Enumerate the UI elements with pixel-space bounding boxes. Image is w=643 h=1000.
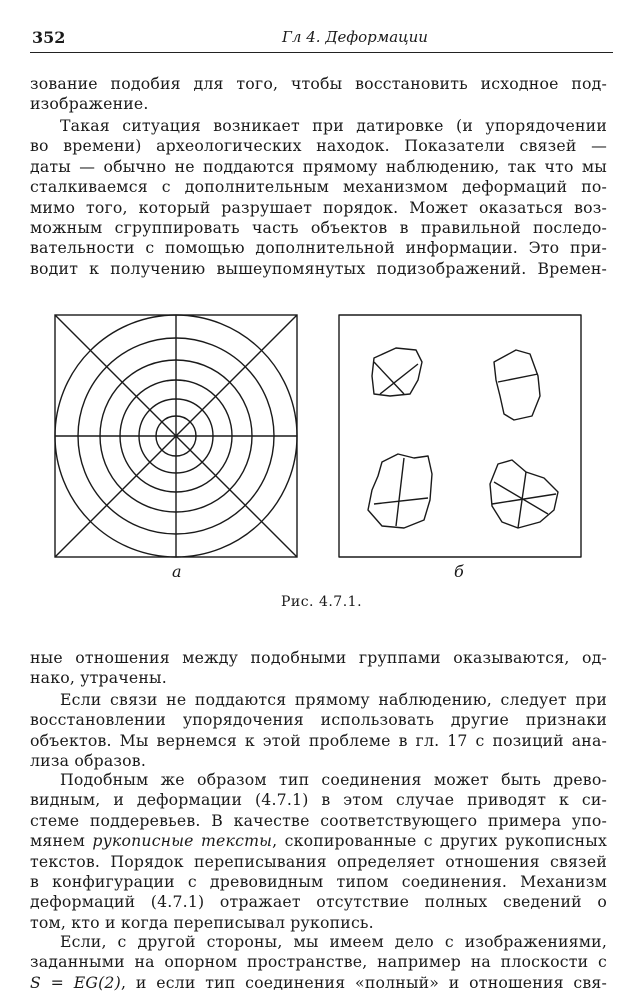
figure-a-label: а [172, 562, 182, 581]
text-line: Такая ситуация возникает при датировке (и упорядочении [60, 116, 607, 135]
figure-caption: Рис. 4.7.1. [280, 594, 363, 610]
text-line: даты — обычно не поддаются прямому наблюдению, так что мы [30, 156, 607, 176]
paragraph-continuation [30, 74, 607, 115]
paragraph-continuation-2 [30, 648, 607, 689]
text-line: изображение. [30, 94, 149, 114]
text-line: S = EG(2), и если тип соединения «полный» и отношения свя- [30, 972, 607, 992]
fragment-top-left [372, 348, 422, 396]
italic-term: рукописные тексты [92, 831, 273, 851]
text-line: можным сгруппировать часть объектов в правильной последо- [30, 217, 607, 237]
figure-b-fragments [338, 314, 582, 558]
text-line: во времени) археологических находок. Показатели связей — [30, 136, 607, 156]
paragraph-links [30, 690, 607, 772]
text-line: восстановлении упорядочения использовать другие признаки [30, 710, 607, 730]
text-line: в конфигурации с древовидным типом соединения. Механизм [30, 871, 607, 891]
fragment-lines [374, 458, 428, 526]
outer-square [339, 315, 581, 557]
text-line: мимо того, который разрушает порядок. Может оказаться воз- [30, 197, 607, 217]
text-line: водит к получению вышеупомянутых подизображений. Времен- [30, 258, 607, 278]
text-line: видным, и деформации (4.7.1) в этом случае приводят к си- [30, 790, 607, 810]
figure-b-drawing [338, 314, 582, 558]
text-line: Подобным же образом тип соединения может быть древо- [60, 770, 607, 789]
text-line: ные отношения между подобными группами оказываются, од- [30, 648, 607, 667]
fragment-bottom-right [490, 460, 558, 528]
text-line: стеме поддеревьев. В качестве соответствующего примера упо- [30, 810, 607, 830]
paragraph-dating [30, 116, 607, 279]
text-line: мянем рукописные тексты, скопированные с других рукописных [30, 831, 607, 851]
text-line: сталкиваемся с дополнительным механизмом деформаций по- [30, 177, 607, 197]
paragraph-tree [30, 770, 607, 933]
text-line: том, кто и когда переписывал рукопись. [30, 912, 374, 932]
text-line: заданными на опорном пространстве, например на плоскости с [30, 952, 607, 972]
text-line: вательности с помощью дополнительной информации. Это при- [30, 238, 607, 258]
figure-b-label: б [454, 562, 464, 581]
running-header [30, 28, 613, 50]
text-line: Если, с другой стороны, мы имеем дело с изображениями, [60, 932, 607, 951]
paragraph-images [30, 932, 607, 993]
fragment-top-right [494, 350, 540, 420]
text-line: текстов. Порядок переписывания определяет отношения связей [30, 851, 607, 871]
header-rule [30, 52, 613, 53]
fragment-lines [498, 374, 538, 382]
page-number: 352 [32, 28, 66, 47]
text-line: деформаций (4.7.1) отражает отсутствие полных сведений о [30, 892, 607, 912]
text-line: объектов. Мы вернемся к этой проблеме в гл. 17 с позиций ана- [30, 730, 607, 750]
figure-a-concentric-grid [54, 314, 298, 558]
running-title: Гл 4. Деформации [282, 28, 428, 46]
formula: S = EG(2) [30, 972, 121, 992]
fragment-lines [374, 362, 418, 394]
figure-a-drawing [54, 314, 298, 558]
text-line: нако, утрачены. [30, 668, 167, 688]
text-line: лиза образов. [30, 751, 147, 771]
text-line: Если связи не поддаются прямому наблюдению, следует при [60, 690, 607, 709]
text-line: зование подобия для того, чтобы восстановить исходное под- [30, 74, 607, 93]
